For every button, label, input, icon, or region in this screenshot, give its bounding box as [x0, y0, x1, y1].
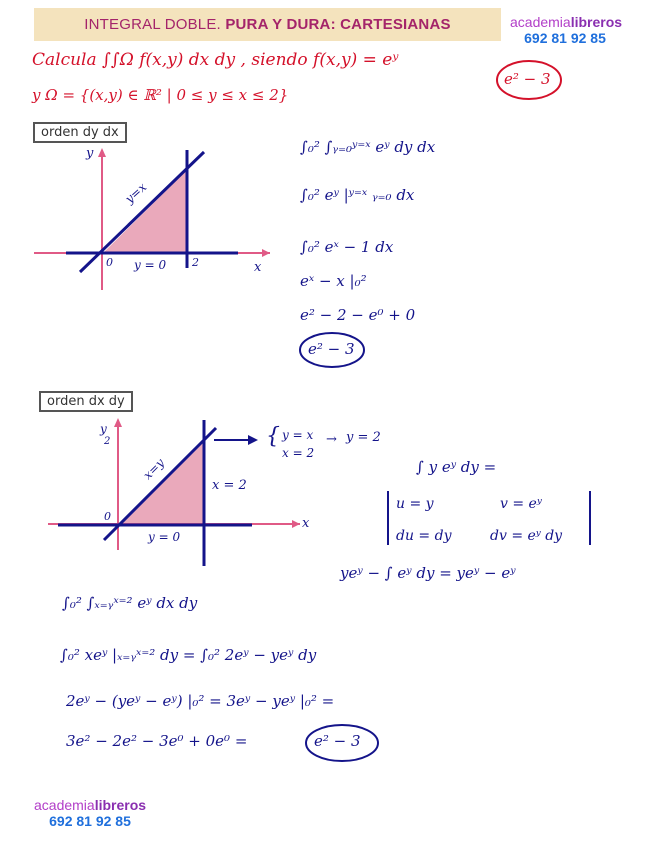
graph2-bottom-label: y = 0	[148, 530, 181, 544]
parts-v: v = eʸ	[500, 496, 542, 512]
brand-phone: 692 81 92 85	[524, 30, 606, 46]
parts-title: ∫ y eʸ dy =	[416, 458, 497, 476]
title-bold: PURA Y DURA: CARTESIANAS	[225, 16, 451, 33]
part2-result: e² − 3	[314, 732, 361, 750]
graph1-x-axis-label: x	[254, 260, 262, 275]
footer-phone: 692 81 92 85	[49, 813, 131, 829]
bracket-arrow: →	[326, 432, 337, 447]
part2-step2: ∫₀² xeʸ |ₓ₌ᵧˣ⁼² dy = ∫₀² 2eʸ − yeʸ dy	[60, 646, 317, 664]
graph1-line-label: y=x	[122, 179, 150, 207]
parts-dv: dv = eʸ dy	[490, 528, 563, 544]
arrow-head	[248, 435, 258, 445]
title-plain: INTEGRAL DOBLE.	[84, 16, 221, 33]
problem-answer: e² − 3	[504, 70, 551, 88]
graph2-origin: 0	[104, 510, 111, 523]
bracket-bottom: x = 2	[282, 446, 315, 460]
problem-line1: Calcula ∫∫Ω f(x,y) dx dy , siendo f(x,y) = eʸ	[32, 50, 399, 70]
brand-part2: libreros	[570, 14, 623, 30]
graph1-bottom-label: y = 0	[134, 258, 167, 272]
graph1-origin: 0	[106, 256, 113, 269]
graph1-tick2: 2	[192, 256, 199, 269]
x-arrow-2	[292, 520, 300, 528]
part2-step1: ∫₀² ∫ₓ₌ᵧˣ⁼² eʸ dx dy	[62, 594, 198, 612]
graph2-y-tick: 2	[104, 436, 111, 447]
footer-brand-part1: academia	[34, 797, 95, 813]
part2-step4: 3e² − 2e² − 3e⁰ + 0e⁰ =	[66, 732, 248, 750]
graph2-line-label: x=y	[140, 455, 168, 483]
footer-brand-part2: libreros	[94, 797, 147, 813]
bracket-result: y = 2	[346, 430, 381, 445]
part1-step1: ∫₀² ∫ᵧ₌₀ʸ⁼ˣ eʸ dy dx	[300, 138, 436, 156]
part1-label: orden dy dx	[33, 122, 127, 143]
part1-step3: ∫₀² eˣ − 1 dx	[300, 238, 394, 256]
graph2-x-axis-label: x	[302, 516, 310, 531]
parts-result: yeʸ − ∫ eʸ dy = yeʸ − eʸ	[340, 564, 516, 582]
parts-u: u = y	[396, 496, 434, 512]
part1-step4: eˣ − x |₀²	[300, 272, 367, 290]
graph2-right-label: x = 2	[212, 478, 247, 493]
bracket-brace: {	[266, 424, 280, 449]
y-arrow-2	[114, 418, 122, 427]
part2-step3: 2eʸ − (yeʸ − eʸ) |₀² = 3eʸ − yeʸ |₀² =	[66, 692, 335, 710]
graph2-y-axis-label: y	[100, 422, 107, 436]
y-arrow-1	[98, 148, 106, 157]
graph1-y-axis-label: y	[86, 146, 94, 161]
bracket-top: y = x	[282, 428, 314, 442]
part1-result: e² − 3	[308, 340, 355, 358]
parts-du: du = dy	[396, 528, 452, 544]
brand-footer	[34, 797, 146, 829]
part1-step2: ∫₀² eʸ |ʸ⁼ˣ ᵧ₌₀ dx	[300, 186, 415, 204]
part2-label: orden dx dy	[39, 391, 133, 412]
brand-part1: academia	[510, 14, 571, 30]
problem-line2: y Ω = {(x,y) ∈ ℝ² | 0 ≤ y ≤ x ≤ 2}	[32, 86, 289, 104]
part1-step5: e² − 2 − e⁰ + 0	[300, 306, 416, 324]
x-arrow-1	[262, 249, 270, 257]
